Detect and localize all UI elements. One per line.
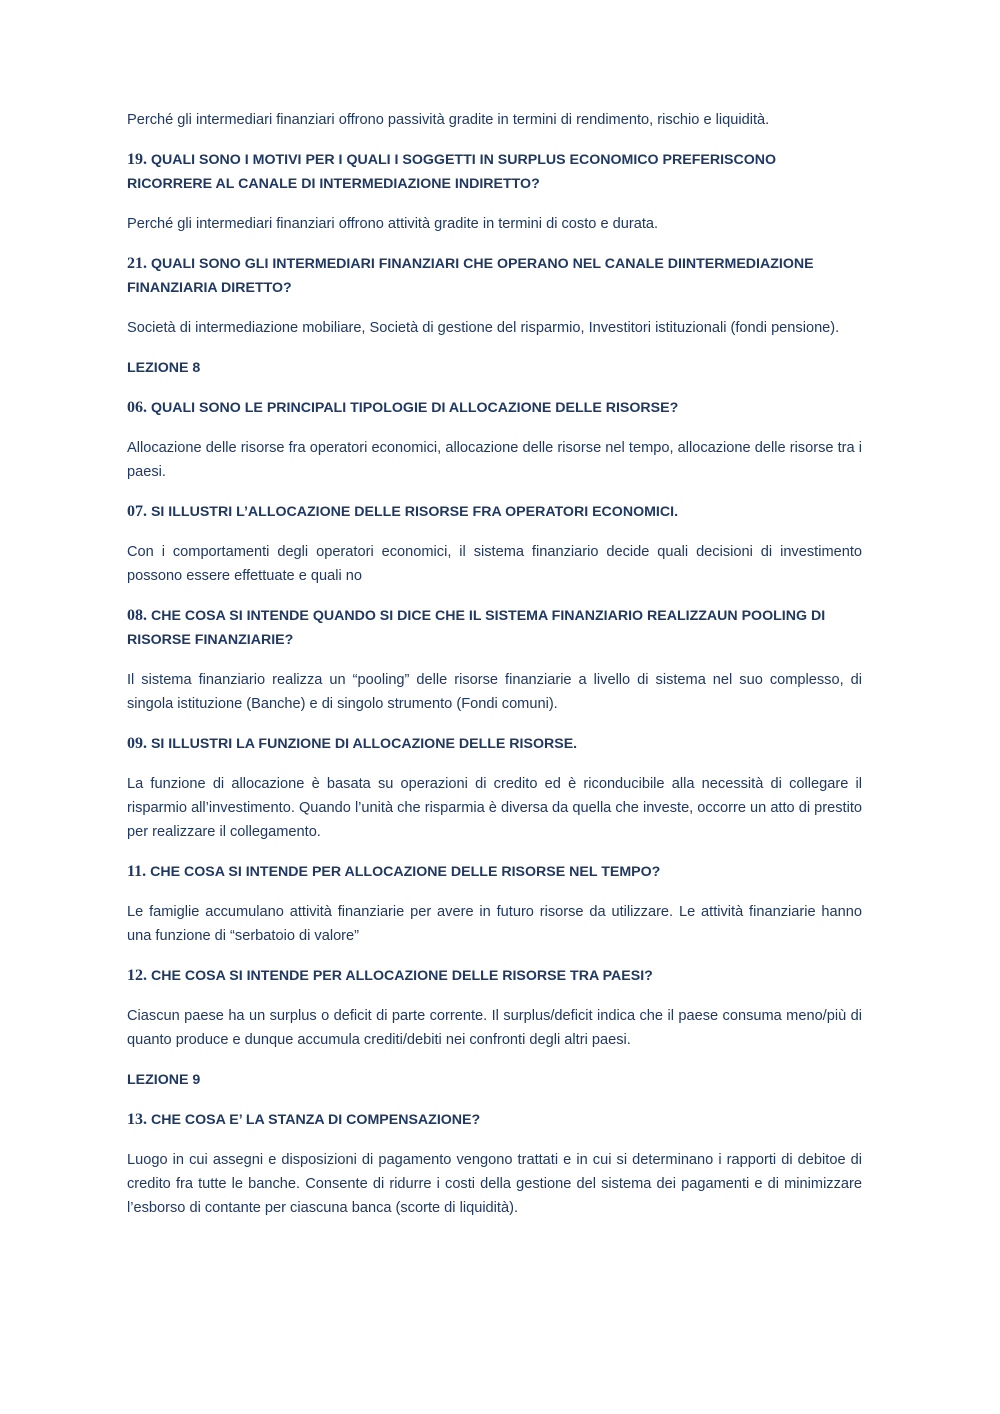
answer-paragraph: Perché gli intermediari finanziari offrono passività gradite in termini di rendimento, rischio e liquidità. <box>127 112 770 128</box>
answer-paragraph: Il sistema finanziario realizza un “pooling” delle risorse finanziarie a livello di sistema nel suo complesso, di singola istituzione (Banche) e di singolo strumento (Fondi comuni). <box>127 672 862 712</box>
answer-paragraph: Perché gli intermediari finanziari offrono attività gradite in termini di costo e durata. <box>127 216 659 232</box>
question-heading <box>127 1108 862 1132</box>
question-heading <box>127 732 862 756</box>
answer-paragraph: Ciascun paese ha un surplus o deficit di parte corrente. Il surplus/deficit indica che il paese consuma meno/più di quanto produce e dunque accumula crediti/debiti nei confronti degli altri paesi. <box>127 1008 862 1048</box>
question-number: 13. <box>127 1111 147 1128</box>
answer-paragraph: Con i comportamenti degli operatori economici, il sistema finanziario decide quali decisioni di investimento possono essere effettuate e quali no <box>127 544 862 584</box>
answer-paragraph: La funzione di allocazione è basata su operazioni di credito ed è riconducibile alla necessità di collegare il risparmio all’investimento. Quando l’unità che risparmia è diversa da quella che investe, occorre un atto di prestito per realizzare il collegamento. <box>127 776 862 840</box>
question-heading <box>127 604 862 652</box>
question-text: CHE COSA E’ LA STANZA DI COMPENSAZIONE? <box>150 1112 481 1128</box>
question-heading <box>127 860 862 884</box>
answer-paragraph: Allocazione delle risorse fra operatori economici, allocazione delle risorse nel tempo, allocazione delle risorse tra i paesi. <box>127 440 862 480</box>
lesson-heading: LEZIONE 8 <box>127 360 201 376</box>
question-heading <box>127 964 862 988</box>
question-text: QUALI SONO LE PRINCIPALI TIPOLOGIE DI ALLOCAZIONE DELLE RISORSE? <box>150 400 679 416</box>
question-number: 21. <box>127 255 147 272</box>
question-heading <box>127 148 862 196</box>
question-number: 12. <box>127 967 147 984</box>
question-text: CHE COSA SI INTENDE PER ALLOCAZIONE DELLE RISORSE TRA PAESI? <box>150 968 653 984</box>
question-number: 06. <box>127 399 147 416</box>
question-heading <box>127 500 862 524</box>
question-text: SI ILLUSTRI LA FUNZIONE DI ALLOCAZIONE DELLE RISORSE. <box>150 736 578 752</box>
question-heading <box>127 396 862 420</box>
answer-paragraph: Le famiglie accumulano attività finanziarie per avere in futuro risorse da utilizzare. Le attività finanziarie hanno una funzione di “serbatoio di valore” <box>127 904 862 944</box>
question-text: QUALI SONO GLI INTERMEDIARI FINANZIARI CHE OPERANO NEL CANALE DIINTERMEDIAZIONE FINANZIARIA DIRETTO? <box>127 256 814 296</box>
question-number: 08. <box>127 607 147 624</box>
question-text: CHE COSA SI INTENDE QUANDO SI DICE CHE IL SISTEMA FINANZIARIO REALIZZAUN POOLING DI RISORSE FINANZIARIE? <box>127 608 826 648</box>
question-number: 19. <box>127 151 147 168</box>
document-page <box>127 108 862 1236</box>
lesson-heading: LEZIONE 9 <box>127 1072 201 1088</box>
question-heading <box>127 252 862 300</box>
question-number: 11. <box>127 863 147 880</box>
question-text: QUALI SONO I MOTIVI PER I QUALI I SOGGETTI IN SURPLUS ECONOMICO PREFERISCONO RICORRERE AL CANALE DI INTERMEDIAZIONE INDIRETTO? <box>127 152 777 192</box>
answer-paragraph: Società di intermediazione mobiliare, Società di gestione del risparmio, Investitori istituzionali (fondi pensione). <box>127 320 840 336</box>
answer-paragraph: Luogo in cui assegni e disposizioni di pagamento vengono trattati e in cui si determinano i rapporti di debitoe di credito fra tutte le banche. Consente di ridurre i costi della gestione del sistema dei pagamenti e di minimizzare l’esborso di contante per ciascuna banca (scorte di liquidità). <box>127 1152 862 1216</box>
question-number: 09. <box>127 735 147 752</box>
question-text: CHE COSA SI INTENDE PER ALLOCAZIONE DELLE RISORSE NEL TEMPO? <box>150 864 661 880</box>
question-text: SI ILLUSTRI L’ALLOCAZIONE DELLE RISORSE FRA OPERATORI ECONOMICI. <box>150 504 679 520</box>
question-number: 07. <box>127 503 147 520</box>
